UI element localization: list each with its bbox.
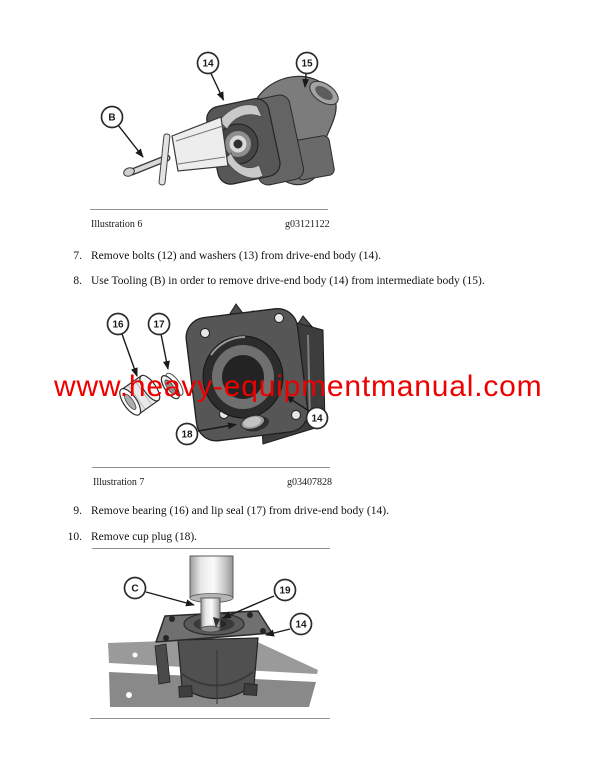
callout-14-label: 14 (295, 619, 307, 631)
bolt-hole (247, 612, 253, 618)
bolt-hole (163, 635, 169, 641)
caption-label: Illustration 7 (93, 477, 145, 488)
callout-c-label: C (131, 583, 139, 595)
step-text: Remove bolts (12) and washers (13) from drive-end body (14). (91, 250, 381, 262)
pump-assembly (122, 76, 342, 186)
callout-17-label: 17 (153, 319, 165, 331)
bolt-hole (169, 616, 175, 622)
step-7 (0, 249, 540, 263)
callout-arrow (118, 125, 143, 157)
bolt-hole (260, 628, 266, 634)
callout-15-label: 15 (301, 58, 313, 70)
divider (92, 548, 330, 549)
illustration-7-caption (92, 467, 330, 494)
step-text: Remove bearing (16) and lip seal (17) from drive-end body (14). (91, 505, 389, 517)
step-text: Remove cup plug (18). (91, 531, 198, 543)
bolt-hole (275, 314, 284, 323)
callout-16-label: 16 (112, 319, 124, 331)
callout-c (125, 578, 146, 599)
callout-15 (297, 53, 318, 74)
callout-18 (177, 424, 198, 445)
illustration-8 (95, 554, 345, 714)
callout-14-label: 14 (311, 413, 323, 425)
bolt-hole (292, 411, 301, 420)
callout-19-label: 19 (279, 585, 291, 597)
callout-17 (149, 314, 170, 335)
watermark: www.heavy-equipmentmanual.com (54, 370, 543, 403)
callout-b-label: B (108, 112, 116, 124)
callout-b (102, 107, 123, 128)
step-9 (0, 504, 540, 518)
callout-14 (307, 408, 328, 429)
divider (90, 718, 330, 719)
callout-arrow (211, 74, 224, 101)
callout-16 (108, 314, 129, 335)
caption-label: Illustration 6 (91, 219, 143, 230)
step-number: 9. (73, 505, 82, 517)
illustration-6-caption (90, 209, 328, 236)
callout-14 (291, 614, 312, 635)
step-number: 8. (73, 275, 82, 287)
bolt-hole (201, 329, 210, 338)
step-8 (0, 274, 540, 288)
plate-hole (126, 692, 132, 698)
step-text: Use Tooling (B) in order to remove drive-end body (14) from intermediate body (15). (91, 275, 485, 287)
illustration-6 (88, 40, 408, 205)
plate-hole (133, 653, 138, 658)
callout-arrow (146, 592, 194, 605)
callout-arrow (161, 334, 168, 369)
step-number: 10. (67, 531, 82, 543)
caption-code: g03121122 (285, 219, 330, 230)
caption-code: g03407828 (287, 477, 332, 488)
callout-19 (275, 580, 296, 601)
callout-18-label: 18 (181, 429, 193, 441)
callout-14 (198, 53, 219, 74)
step-number: 7. (73, 250, 82, 262)
step-10 (0, 530, 540, 544)
callout-14-label: 14 (202, 58, 214, 70)
callout-arrow (305, 74, 306, 87)
